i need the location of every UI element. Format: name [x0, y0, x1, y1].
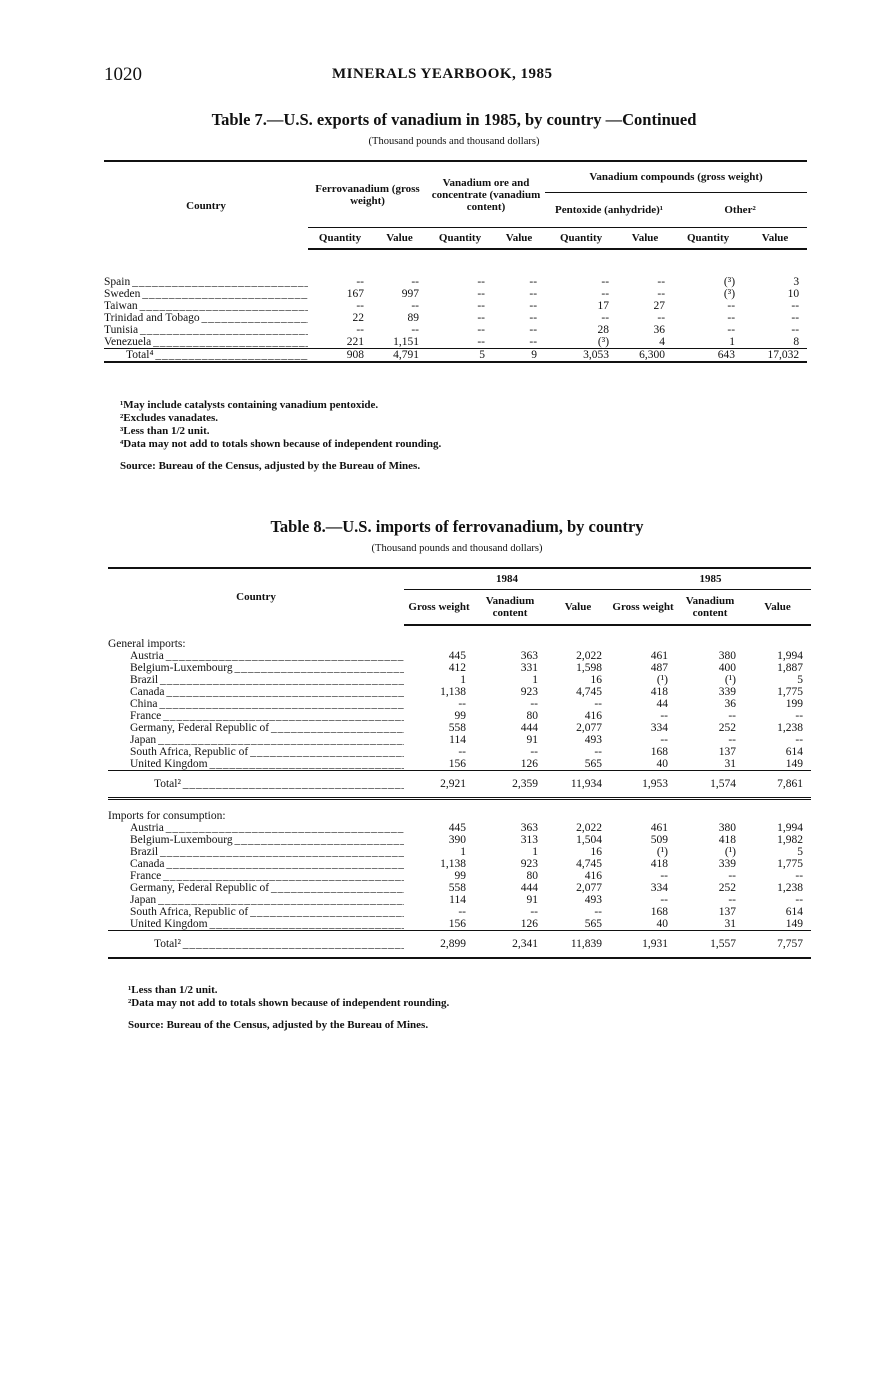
data-cell: 487: [650, 662, 669, 674]
data-cell: (¹): [724, 846, 737, 858]
data-cell: 461: [650, 822, 669, 834]
table8-title: Table 8.—U.S. imports of ferrovanadium, by country: [270, 517, 644, 536]
data-cell: --: [477, 276, 486, 288]
data-cell: --: [529, 312, 538, 324]
data-cell: 114: [449, 894, 466, 906]
country-name: France _ _ _: [108, 870, 404, 882]
data-cell: 126: [520, 758, 538, 770]
data-cell: 412: [448, 662, 466, 674]
data-cell: --: [657, 276, 666, 288]
data-cell: 5: [797, 846, 804, 858]
table8-subtitle: (Thousand pounds and thousand dollars): [371, 543, 543, 554]
t7-header-compounds: Vanadium compounds (gross weight): [545, 161, 807, 193]
data-cell: 334: [650, 882, 669, 894]
t8-header-year-1985: 1985: [610, 568, 811, 590]
t7-header-quantity: Quantity: [673, 228, 743, 250]
data-cell: 31: [724, 918, 737, 930]
country-name: Japan _ _ _: [108, 734, 404, 746]
table-row: [104, 276, 807, 288]
data-cell: 17: [597, 300, 610, 312]
data-cell: 1,994: [777, 822, 804, 834]
data-cell: 565: [584, 758, 603, 770]
data-cell: --: [458, 698, 466, 710]
table7: [104, 160, 807, 363]
page-number: 1020: [104, 64, 142, 85]
data-cell: 1,598: [576, 662, 603, 674]
data-cell: 27: [653, 300, 666, 312]
country-name: Austria _ _ _: [108, 650, 404, 662]
table-row: [108, 698, 811, 710]
total-cell: 11,934: [546, 771, 610, 799]
data-cell: 1: [532, 846, 538, 858]
t8-header-gross-weight: Gross weight: [610, 590, 676, 626]
section-label: General imports:: [108, 638, 186, 650]
t7-header-value: Value: [617, 228, 673, 250]
country-name: Belgium-Luxembourg _ _ _: [108, 662, 404, 674]
t7-header-value: Value: [372, 228, 427, 250]
data-cell: 126: [520, 918, 538, 930]
data-cell: 2,077: [576, 722, 603, 734]
t8-note: ¹Less than 1/2 unit.: [128, 984, 218, 996]
t7-note: ¹May include catalysts containing vanadium pentoxide.: [120, 399, 379, 411]
data-cell: 390: [448, 834, 466, 846]
data-cell: 2,022: [576, 822, 603, 834]
t7-header-ferrovanadium: Ferrovanadium (gross weight): [308, 161, 427, 228]
country-name: Trinidad and Tobago _ _ _: [104, 312, 308, 324]
country-name: Spain _ _ _: [104, 276, 308, 288]
data-cell: (³): [723, 276, 736, 288]
data-cell: --: [727, 312, 736, 324]
data-cell: 4,745: [576, 686, 603, 698]
t8-header-country: Country: [108, 568, 404, 625]
total-cell: 9: [493, 349, 545, 363]
total-cell: 7,861: [744, 771, 811, 799]
total-cell: 5: [427, 349, 493, 363]
table-row: [104, 288, 807, 300]
section-label-row: [108, 799, 811, 823]
data-cell: 380: [718, 650, 737, 662]
data-cell: --: [529, 288, 538, 300]
table-row: [108, 870, 811, 882]
data-cell: --: [529, 300, 538, 312]
total-cell: 908: [308, 349, 372, 363]
data-cell: 80: [526, 710, 538, 722]
t7-body: [104, 249, 807, 362]
data-cell: 614: [785, 906, 804, 918]
country-name: Austria _ _ _: [108, 822, 404, 834]
data-cell: --: [529, 336, 538, 348]
data-cell: 80: [526, 870, 538, 882]
country-name: United Kingdom _ _ _: [108, 918, 404, 931]
data-cell: --: [594, 698, 603, 710]
data-cell: 923: [520, 858, 538, 870]
table7-notes: [120, 399, 810, 473]
data-cell: 334: [650, 722, 669, 734]
total-label: Total² _ _ _: [108, 931, 404, 959]
total-cell: 4,791: [372, 349, 427, 363]
data-cell: 565: [584, 918, 603, 930]
data-cell: 1: [532, 674, 538, 686]
data-cell: 1,504: [576, 834, 603, 846]
data-cell: 363: [520, 650, 538, 662]
data-cell: 252: [718, 722, 737, 734]
data-cell: --: [356, 324, 364, 336]
data-cell: --: [529, 276, 538, 288]
data-cell: 1,238: [777, 882, 804, 894]
data-cell: 380: [718, 822, 737, 834]
table-row: [104, 336, 807, 349]
data-cell: --: [660, 710, 669, 722]
country-name: Germany, Federal Republic of _ _ _: [108, 882, 404, 894]
t8-body: [108, 625, 811, 958]
table-row: [104, 300, 807, 312]
table-row: [108, 674, 811, 686]
table7-title: Table 7.—U.S. exports of vanadium in 1985, by country —Continued: [211, 110, 697, 129]
data-cell: 16: [590, 846, 603, 858]
data-cell: --: [411, 324, 420, 336]
data-cell: 2,077: [576, 882, 603, 894]
data-cell: 167: [346, 288, 364, 300]
data-cell: --: [356, 300, 364, 312]
data-cell: 91: [526, 734, 538, 746]
data-cell: --: [657, 312, 666, 324]
data-cell: 156: [448, 918, 466, 930]
country-name: Canada _ _ _: [108, 686, 404, 698]
data-cell: --: [791, 324, 800, 336]
country-name: Tunisia _ _ _: [104, 324, 308, 336]
data-cell: 416: [584, 710, 603, 722]
country-name: Brazil _ _ _: [108, 846, 404, 858]
table8: [108, 567, 811, 959]
data-cell: 331: [520, 662, 538, 674]
data-cell: 2,022: [576, 650, 603, 662]
data-cell: --: [601, 276, 610, 288]
table7-subtitle: (Thousand pounds and thousand dollars): [368, 136, 540, 147]
total-cell: 2,899: [404, 931, 474, 959]
data-cell: 445: [448, 650, 466, 662]
data-cell: 91: [526, 894, 538, 906]
t7-header-other: Other²: [673, 193, 807, 228]
total-cell: 6,300: [617, 349, 673, 363]
total-row: [104, 349, 807, 363]
t7-header-country: Country: [104, 161, 308, 249]
data-cell: 339: [718, 858, 737, 870]
data-cell: 28: [597, 324, 610, 336]
table-row: [108, 906, 811, 918]
data-cell: 221: [346, 336, 364, 348]
data-cell: 149: [785, 918, 804, 930]
t8-note: ²Data may not add to totals shown because of independent rounding.: [128, 997, 450, 1009]
t7-header-quantity: Quantity: [308, 228, 372, 250]
t7-source: Source: Bureau of the Census, adjusted by the Bureau of Mines.: [120, 460, 421, 472]
data-cell: 444: [520, 882, 538, 894]
data-cell: --: [411, 300, 420, 312]
table-row: [108, 858, 811, 870]
data-cell: 418: [650, 686, 669, 698]
data-cell: --: [477, 300, 486, 312]
data-cell: 168: [650, 746, 669, 758]
data-cell: 509: [650, 834, 669, 846]
data-cell: --: [728, 870, 737, 882]
country-name: Sweden _ _ _: [104, 288, 308, 300]
data-cell: --: [727, 300, 736, 312]
country-name: Brazil _ _ _: [108, 674, 404, 686]
table-row: [108, 834, 811, 846]
data-cell: (³): [597, 336, 610, 348]
data-cell: 156: [448, 758, 466, 770]
section-label: Imports for consumption:: [108, 810, 226, 822]
data-cell: --: [458, 746, 466, 758]
table-row: [108, 882, 811, 894]
table-row: [108, 918, 811, 931]
total-cell: 1,557: [676, 931, 744, 959]
t7-note: ³Less than 1/2 unit.: [120, 425, 210, 437]
data-cell: 114: [449, 734, 466, 746]
country-name: Canada _ _ _: [108, 858, 404, 870]
data-cell: --: [530, 698, 538, 710]
data-cell: --: [601, 288, 610, 300]
table8-notes: [128, 984, 808, 1032]
data-cell: (¹): [656, 674, 669, 686]
data-cell: 40: [656, 918, 669, 930]
data-cell: 418: [650, 858, 669, 870]
table-row: [108, 722, 811, 734]
data-cell: 461: [650, 650, 669, 662]
data-cell: 4: [659, 336, 666, 348]
t7-header-quantity: Quantity: [427, 228, 493, 250]
data-cell: 5: [797, 674, 804, 686]
data-cell: 40: [656, 758, 669, 770]
data-cell: 493: [584, 894, 603, 906]
data-cell: 493: [584, 734, 603, 746]
data-cell: 4,745: [576, 858, 603, 870]
data-cell: 1: [460, 846, 466, 858]
data-cell: --: [477, 288, 486, 300]
country-name: South Africa, Republic of _ _ _: [108, 746, 404, 758]
total-label: Total² _ _ _: [108, 771, 404, 799]
country-name: South Africa, Republic of _ _ _: [108, 906, 404, 918]
table-row: [108, 710, 811, 722]
t7-header-quantity: Quantity: [545, 228, 617, 250]
data-cell: 1,887: [777, 662, 804, 674]
t8-source: Source: Bureau of the Census, adjusted by the Bureau of Mines.: [128, 1019, 429, 1031]
data-cell: 99: [454, 870, 466, 882]
t8-header-year-1984: 1984: [404, 568, 610, 590]
data-cell: 36: [724, 698, 737, 710]
total-cell: 2,341: [474, 931, 546, 959]
total-cell: 7,757: [744, 931, 811, 959]
data-cell: 313: [520, 834, 538, 846]
data-cell: --: [458, 906, 466, 918]
t7-note: ⁴Data may not add to totals shown because of independent rounding.: [120, 438, 442, 450]
total-cell: 2,359: [474, 771, 546, 799]
total-label: Total⁴ _ _ _: [104, 349, 308, 363]
data-cell: 923: [520, 686, 538, 698]
data-cell: 444: [520, 722, 538, 734]
data-cell: 99: [454, 710, 466, 722]
running-title: MINERALS YEARBOOK, 1985: [332, 66, 553, 82]
data-cell: 8: [793, 336, 800, 348]
data-cell: 1,994: [777, 650, 804, 662]
t8-header-gross-weight: Gross weight: [404, 590, 474, 626]
t7-header-value: Value: [743, 228, 807, 250]
data-cell: --: [728, 894, 737, 906]
t8-header-vanadium-content: Vanadium content: [676, 590, 744, 626]
data-cell: 418: [718, 834, 737, 846]
data-cell: (¹): [656, 846, 669, 858]
data-cell: 168: [650, 906, 669, 918]
data-cell: 997: [401, 288, 420, 300]
data-cell: --: [411, 276, 420, 288]
table-row: [108, 822, 811, 834]
data-cell: --: [795, 710, 804, 722]
country-name: Japan _ _ _: [108, 894, 404, 906]
table-row: [108, 686, 811, 698]
data-cell: --: [594, 746, 603, 758]
table-row: [104, 324, 807, 336]
data-cell: --: [594, 906, 603, 918]
data-cell: 400: [718, 662, 737, 674]
data-cell: --: [530, 906, 538, 918]
t7-header-ore: Vanadium ore and concentrate (vanadium content): [427, 161, 545, 228]
data-cell: 614: [785, 746, 804, 758]
data-cell: 445: [448, 822, 466, 834]
data-cell: 89: [407, 312, 420, 324]
data-cell: 44: [656, 698, 669, 710]
data-cell: --: [530, 746, 538, 758]
data-cell: --: [657, 288, 666, 300]
country-name: United Kingdom _ _ _: [108, 758, 404, 771]
data-cell: 137: [718, 906, 737, 918]
total-cell: 643: [673, 349, 743, 363]
data-cell: 1: [460, 674, 466, 686]
country-name: Taiwan _ _ _: [104, 300, 308, 312]
data-cell: --: [795, 894, 804, 906]
total-cell: 11,839: [546, 931, 610, 959]
table-row: [108, 662, 811, 674]
data-cell: --: [795, 734, 804, 746]
data-cell: --: [601, 312, 610, 324]
table-row: [108, 846, 811, 858]
data-cell: (³): [723, 288, 736, 300]
data-cell: 1,138: [440, 858, 466, 870]
table-row: [108, 734, 811, 746]
data-cell: --: [660, 734, 669, 746]
total-cell: 17,032: [743, 349, 807, 363]
data-cell: --: [477, 336, 486, 348]
data-cell: 339: [718, 686, 737, 698]
data-cell: 1,138: [440, 686, 466, 698]
data-cell: 252: [718, 882, 737, 894]
country-name: France _ _ _: [108, 710, 404, 722]
data-cell: 558: [448, 722, 466, 734]
data-cell: --: [728, 710, 737, 722]
data-cell: 36: [653, 324, 666, 336]
data-cell: --: [791, 300, 800, 312]
total-cell: 1,931: [610, 931, 676, 959]
data-cell: 1,151: [393, 336, 420, 348]
country-name: Belgium-Luxembourg _ _ _: [108, 834, 404, 846]
t7-header-pentoxide: Pentoxide (anhydride)¹: [545, 193, 673, 228]
table-row: [108, 746, 811, 758]
data-cell: 137: [718, 746, 737, 758]
total-row: [108, 931, 811, 959]
t8-header-value: Value: [546, 590, 610, 626]
data-cell: 558: [448, 882, 466, 894]
data-cell: 363: [520, 822, 538, 834]
data-cell: (¹): [724, 674, 737, 686]
data-cell: --: [660, 870, 669, 882]
data-cell: 1,982: [777, 834, 804, 846]
data-cell: 149: [785, 758, 804, 770]
data-cell: --: [728, 734, 737, 746]
data-cell: 31: [724, 758, 737, 770]
section-label-row: [108, 625, 811, 650]
total-row: [108, 771, 811, 799]
t7-header-value: Value: [493, 228, 545, 250]
data-cell: --: [791, 312, 800, 324]
data-cell: --: [477, 312, 486, 324]
table-row: [108, 894, 811, 906]
data-cell: 22: [352, 312, 364, 324]
data-cell: 10: [787, 288, 800, 300]
data-cell: 1,775: [777, 686, 804, 698]
table-row: [108, 650, 811, 662]
data-cell: --: [660, 894, 669, 906]
country-name: China _ _ _: [108, 698, 404, 710]
data-cell: 1,238: [777, 722, 804, 734]
total-cell: 1,574: [676, 771, 744, 799]
data-cell: --: [727, 324, 736, 336]
data-cell: --: [795, 870, 804, 882]
data-cell: --: [477, 324, 486, 336]
data-cell: 199: [785, 698, 804, 710]
data-cell: --: [529, 324, 538, 336]
total-cell: 2,921: [404, 771, 474, 799]
country-name: Germany, Federal Republic of _ _ _: [108, 722, 404, 734]
data-cell: 1: [729, 336, 736, 348]
table-row: [108, 758, 811, 771]
data-cell: 3: [793, 276, 800, 288]
t7-note: ²Excludes vanadates.: [120, 412, 219, 424]
data-cell: 1,775: [777, 858, 804, 870]
page-header: [104, 64, 804, 86]
table-row: [104, 312, 807, 324]
t8-header-value: Value: [744, 590, 811, 626]
data-cell: --: [356, 276, 364, 288]
t8-header-vanadium-content: Vanadium content: [474, 590, 546, 626]
total-cell: 1,953: [610, 771, 676, 799]
total-cell: 3,053: [545, 349, 617, 363]
data-cell: 16: [590, 674, 603, 686]
data-cell: 416: [584, 870, 603, 882]
country-name: Venezuela _ _ _: [104, 336, 308, 349]
